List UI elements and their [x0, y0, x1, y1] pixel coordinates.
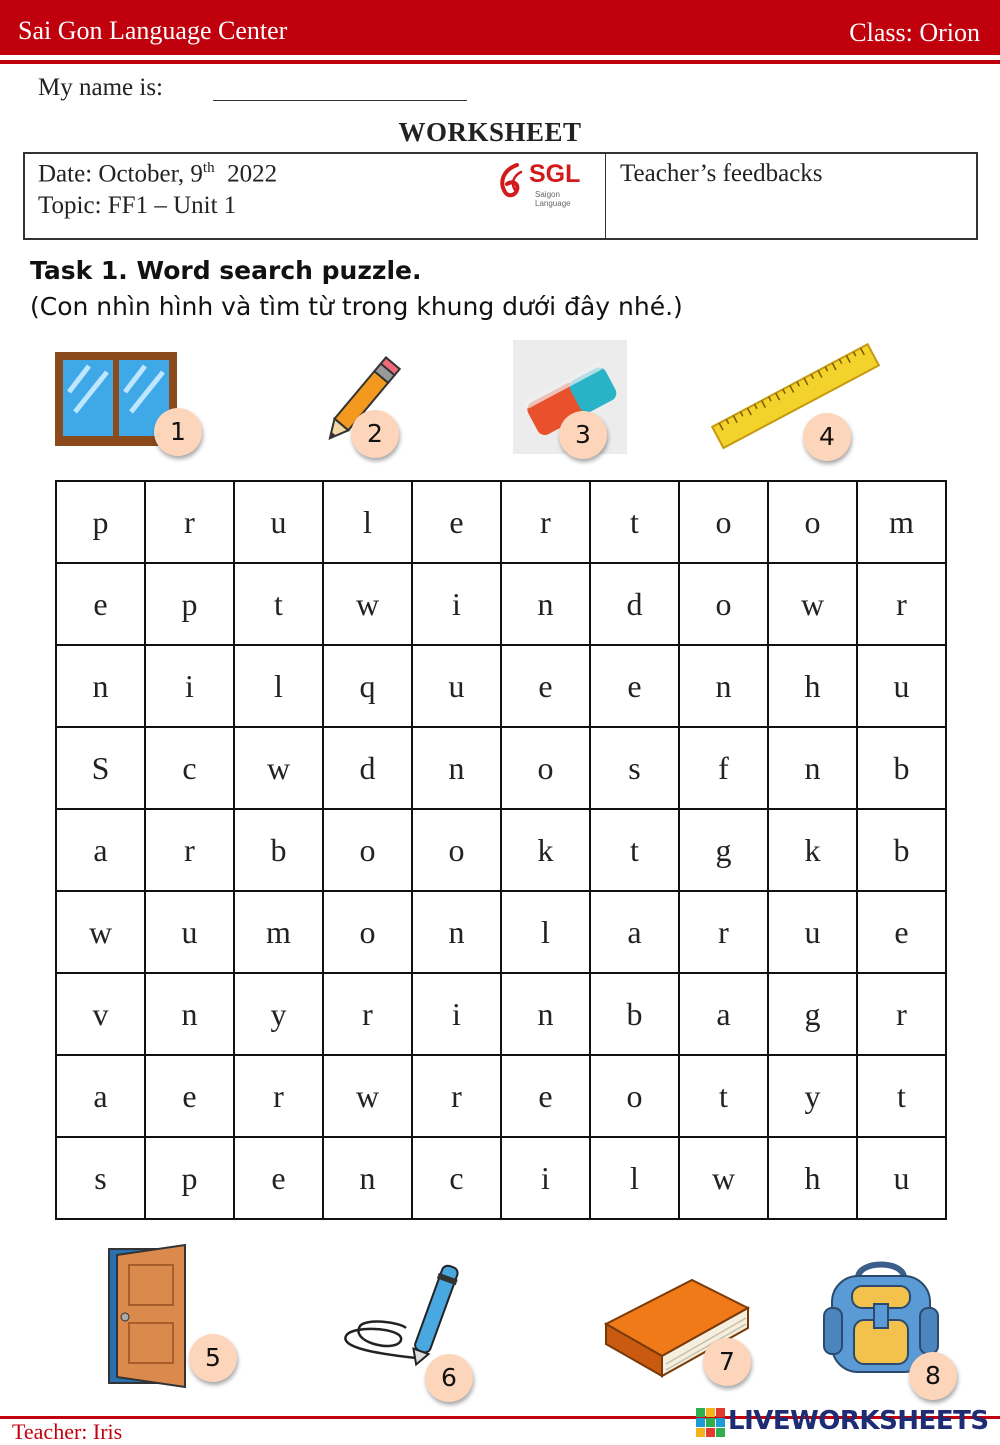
grid-row [56, 809, 946, 891]
grid-cell[interactable]: i [145, 645, 234, 727]
grid-cell[interactable]: w [679, 1137, 768, 1219]
class-label: Class: Orion [849, 18, 980, 47]
topic-line: Topic: FF1 – Unit 1 [38, 192, 237, 219]
grid-cell[interactable]: n [323, 1137, 412, 1219]
grid-cell[interactable]: b [857, 809, 946, 891]
task-instruction: (Con nhìn hình và tìm từ trong khung dưới đây nhé.) [30, 292, 683, 321]
grid-cell[interactable]: n [501, 563, 590, 645]
grid-cell[interactable]: r [857, 563, 946, 645]
grid-row [56, 645, 946, 727]
grid-cell[interactable]: r [412, 1055, 501, 1137]
grid-cell[interactable]: o [679, 481, 768, 563]
name-label: My name is: [38, 74, 163, 101]
grid-cell[interactable]: c [412, 1137, 501, 1219]
grid-row [56, 727, 946, 809]
picture-number-badge: 5 [189, 1334, 237, 1382]
grid-cell[interactable]: i [412, 973, 501, 1055]
grid-cell[interactable]: k [768, 809, 857, 891]
grid-cell[interactable]: o [323, 891, 412, 973]
grid-cell[interactable]: a [56, 809, 145, 891]
grid-cell[interactable]: y [234, 973, 323, 1055]
grid-cell[interactable]: o [501, 727, 590, 809]
grid-cell[interactable]: h [768, 645, 857, 727]
grid-cell[interactable]: c [145, 727, 234, 809]
grid-cell[interactable]: i [501, 1137, 590, 1219]
logo-text: SGL [529, 160, 581, 188]
grid-cell[interactable]: m [857, 481, 946, 563]
feedback-label: Teacher’s feedbacks [620, 160, 823, 187]
grid-cell[interactable]: a [56, 1055, 145, 1137]
grid-cell[interactable]: r [501, 481, 590, 563]
grid-cell[interactable]: e [234, 1137, 323, 1219]
grid-cell[interactable]: e [501, 1055, 590, 1137]
picture-number-badge: 8 [909, 1352, 957, 1400]
grid-cell[interactable]: n [145, 973, 234, 1055]
grid-cell[interactable]: e [412, 481, 501, 563]
grid-row [56, 1055, 946, 1137]
sgl-swoosh-icon [495, 162, 531, 202]
grid-cell[interactable]: p [56, 481, 145, 563]
grid-cell[interactable]: w [323, 563, 412, 645]
grid-cell[interactable]: u [857, 645, 946, 727]
name-blank[interactable] [213, 100, 467, 101]
grid-cell[interactable]: l [501, 891, 590, 973]
grid-cell[interactable]: e [590, 645, 679, 727]
grid-cell[interactable]: n [768, 727, 857, 809]
info-box [23, 152, 978, 240]
grid-cell[interactable]: r [145, 809, 234, 891]
grid-row [56, 481, 946, 563]
picture-number-badge: 2 [351, 410, 399, 458]
grid-row [56, 1137, 946, 1219]
grid-cell[interactable]: n [412, 727, 501, 809]
teacher-name: Teacher: Iris [12, 1419, 123, 1444]
header-bar [0, 0, 1000, 55]
grid-cell[interactable]: n [679, 645, 768, 727]
grid-cell[interactable]: w [234, 727, 323, 809]
grid-cell[interactable]: a [590, 891, 679, 973]
grid-cell[interactable]: p [145, 563, 234, 645]
grid-cell[interactable]: w [768, 563, 857, 645]
grid-cell[interactable]: w [323, 1055, 412, 1137]
grid-cell[interactable]: r [679, 891, 768, 973]
grid-cell[interactable]: e [501, 645, 590, 727]
date-sup: th [202, 160, 215, 176]
grid-cell[interactable]: t [679, 1055, 768, 1137]
grid-cell[interactable]: e [145, 1055, 234, 1137]
date-year: 2022 [227, 160, 278, 188]
center-name: Sai Gon Language Center [18, 16, 288, 45]
grid-cell[interactable]: r [234, 1055, 323, 1137]
sgl-logo [495, 160, 595, 208]
grid-cell[interactable]: t [857, 1055, 946, 1137]
grid-cell[interactable]: v [56, 973, 145, 1055]
liveworksheets-logo-icon [696, 1408, 726, 1438]
info-divider [605, 154, 606, 238]
grid-cell[interactable]: r [145, 481, 234, 563]
door-icon [105, 1243, 191, 1389]
grid-cell[interactable]: k [501, 809, 590, 891]
grid-cell[interactable]: r [323, 973, 412, 1055]
grid-cell[interactable]: b [857, 727, 946, 809]
grid-cell[interactable]: h [768, 1137, 857, 1219]
grid-cell[interactable]: u [857, 1137, 946, 1219]
grid-cell[interactable]: a [679, 973, 768, 1055]
liveworksheets-text: LIVEWORKSHEETS [728, 1406, 989, 1436]
date-prefix: Date: October, 9 [38, 160, 203, 188]
grid-cell[interactable]: o [323, 809, 412, 891]
picture-number-badge: 1 [154, 408, 202, 456]
logo-subtext: Saigon Language [535, 190, 571, 208]
date-line [38, 160, 277, 188]
grid-cell[interactable]: o [679, 563, 768, 645]
grid-cell[interactable]: u [145, 891, 234, 973]
grid-cell[interactable]: y [768, 1055, 857, 1137]
grid-cell[interactable]: u [234, 481, 323, 563]
picture-number-badge: 3 [559, 411, 607, 459]
grid-cell[interactable]: q [323, 645, 412, 727]
grid-cell[interactable]: b [234, 809, 323, 891]
grid-cell[interactable]: e [56, 563, 145, 645]
grid-cell[interactable]: p [145, 1137, 234, 1219]
grid-cell[interactable]: g [768, 973, 857, 1055]
grid-cell[interactable]: s [590, 727, 679, 809]
grid-cell[interactable]: u [412, 645, 501, 727]
grid-cell[interactable]: o [768, 481, 857, 563]
grid-cell[interactable]: S [56, 727, 145, 809]
grid-cell[interactable]: l [590, 1137, 679, 1219]
grid-cell[interactable]: n [412, 891, 501, 973]
picture-number-badge: 7 [703, 1338, 751, 1386]
task-title: Task 1. Word search puzzle. [30, 256, 422, 285]
grid-cell[interactable]: s [56, 1137, 145, 1219]
grid-cell[interactable]: w [56, 891, 145, 973]
grid-cell[interactable]: t [590, 809, 679, 891]
grid-cell[interactable]: e [857, 891, 946, 973]
grid-row [56, 973, 946, 1055]
word-search-grid [55, 480, 947, 1220]
picture-number-badge: 4 [803, 413, 851, 461]
grid-cell[interactable]: f [679, 727, 768, 809]
grid-row [56, 563, 946, 645]
grid-cell[interactable]: d [590, 563, 679, 645]
grid-cell[interactable]: l [234, 645, 323, 727]
grid-cell[interactable]: l [323, 481, 412, 563]
grid-cell[interactable]: i [412, 563, 501, 645]
picture-number-badge: 6 [425, 1354, 473, 1402]
grid-cell[interactable]: g [679, 809, 768, 891]
grid-cell[interactable]: o [412, 809, 501, 891]
worksheet-title: WORKSHEET [398, 117, 582, 147]
grid-cell[interactable]: n [501, 973, 590, 1055]
grid-cell[interactable]: o [590, 1055, 679, 1137]
grid-cell[interactable]: b [590, 973, 679, 1055]
header-rule [0, 60, 1000, 64]
ruler-icon [708, 342, 884, 452]
grid-cell[interactable]: m [234, 891, 323, 973]
grid-cell[interactable]: n [56, 645, 145, 727]
grid-cell[interactable]: t [234, 563, 323, 645]
grid-row [56, 891, 946, 973]
grid-cell[interactable]: r [857, 973, 946, 1055]
grid-cell[interactable]: u [768, 891, 857, 973]
grid-cell[interactable]: d [323, 727, 412, 809]
grid-cell[interactable]: t [590, 481, 679, 563]
